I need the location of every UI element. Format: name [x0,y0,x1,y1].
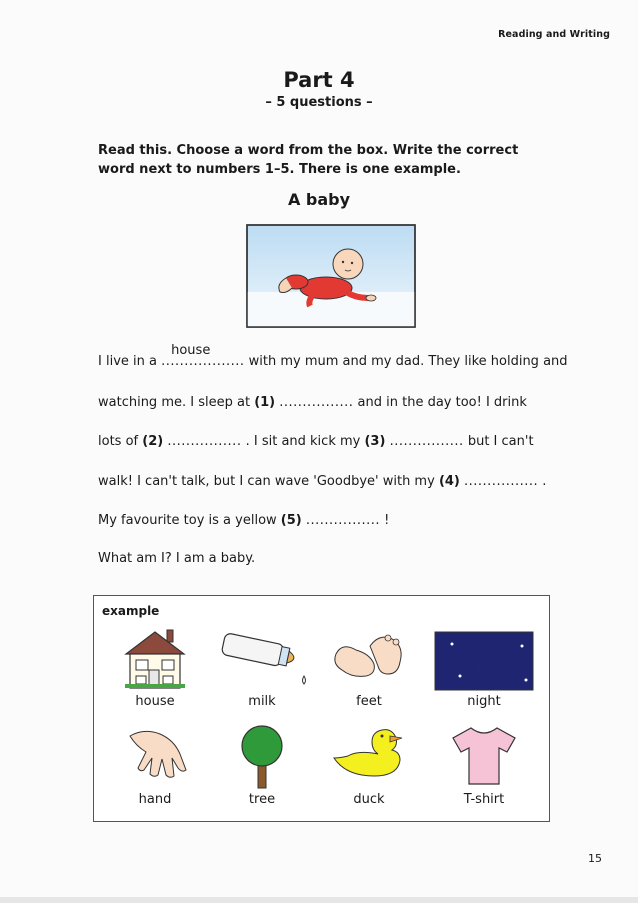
question-4-number: (4) [438,474,460,489]
night-moon-icon [434,624,534,692]
house-icon [120,624,190,692]
hand-icon [110,722,200,790]
word-tile-duck [319,722,419,807]
word-tile-feet [319,624,419,709]
story-line-6: What am I? I am a baby. [98,551,256,566]
word-tile-night [434,624,534,709]
word-tree: tree [248,792,276,807]
baby-illustration [246,224,416,328]
word-milk: milk [248,694,276,709]
question-2-number: (2) [142,434,164,449]
word-house: house [135,694,175,709]
story-line-3: lots of (2) ................ . I sit and kick my (3) ................ but I can't [98,434,534,449]
word-hand: hand [138,792,172,807]
tshirt-icon [449,722,519,790]
story-line-4: walk! I can't talk, but I can wave 'Goodbye' with my (4) ................ . [98,474,547,489]
milk-bottle-icon [214,624,310,692]
example-answer-slot: house .................. [161,343,245,369]
word-duck: duck [353,792,385,807]
question-3-number: (3) [364,434,386,449]
example-answer: house [171,343,211,358]
part-title: Part 4 [283,68,355,92]
answer-blank-4[interactable]: ................ [464,474,539,489]
section-header: Reading and Writing [498,29,610,40]
word-tshirt: T-shirt [463,792,505,807]
story-line-5: My favourite toy is a yellow (5) ................ ! [98,513,390,528]
page-bottom-edge [0,897,638,903]
story-line-2: watching me. I sleep at (1) ................ and in the day too! I drink [98,395,527,410]
story-title: A baby [287,190,351,209]
question-1-number: (1) [254,395,276,410]
word-tile-hand [105,722,205,807]
word-tile-tree [212,722,312,807]
answer-blank-2[interactable]: ................ [167,434,242,449]
answer-blank-5[interactable]: ................ [305,513,380,528]
tree-icon [232,722,292,790]
word-tile-milk [212,624,312,709]
word-night: night [467,694,501,709]
page-number: 15 [588,852,602,865]
instructions: Read this. Choose a word from the box. Write the correct word next to numbers 1–5. There is one example. [98,143,519,177]
word-box [93,595,550,822]
part-subtitle: – 5 questions – [265,95,373,110]
word-tile-tshirt [434,722,534,807]
word-tile-house [105,624,205,709]
story-line-1: I live in a house .................. with my mum and my dad. They like holding and [98,343,568,369]
answer-blank-3[interactable]: ................ [389,434,464,449]
word-feet: feet [356,694,382,709]
duck-icon [324,722,414,790]
answer-blank-1[interactable]: ................ [279,395,354,410]
word-box-label: example [102,604,160,618]
feet-icon [324,624,414,692]
question-5-number: (5) [280,513,302,528]
